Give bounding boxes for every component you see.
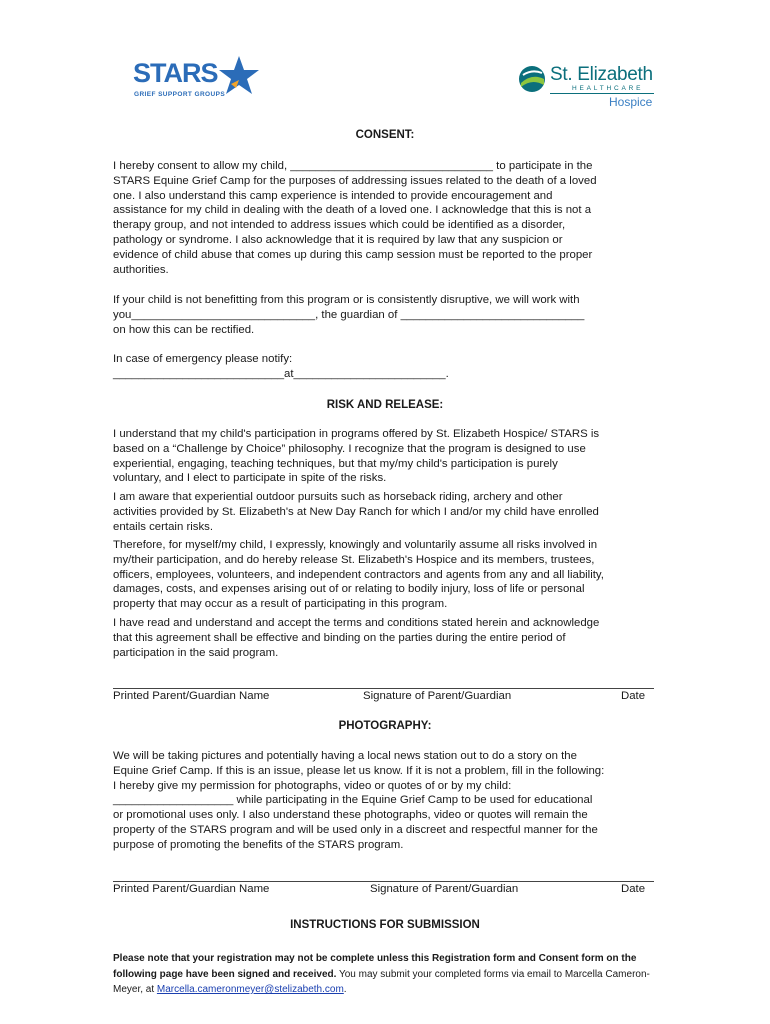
st-elizabeth-mark-icon (517, 65, 547, 93)
consent-heading: CONSENT: (355, 129, 415, 141)
submission-note-bold: Please note that your registration may not be complete unless this Registration form and Consent form on the following page have been signed and received. (113, 953, 637, 980)
risk-paragraph-3: Therefore, for myself/my child, I expressly, knowingly and voluntarily assume all risks involved in my/their participation, and do hereby release St. Elizabeth's Hospice and its members, trustees, officers, employees, volunteers, and independent contractors and agents from any and all liability, damages, costs, and expenses arising out of or relating to bodily injury, loss of life or personal property that may occur as a result of participating in this program. (113, 539, 604, 611)
photography-paragraph: We will be taking pictures and potentially having a local news station out to do a story on the Equine Grief Camp. If this is an issue, please let us know. If it is not a problem, fill in the following: I hereby give my permission for photographs, video or quotes of or by my child: ___________________ while participating in the Equine Grief Camp to be used for educational or promotional uses only. I also understand these photographs, video or quotes will remain the property of the STARS program and will be used only in a discreet and respectful manner for the purpose of promoting the benefits of the STARS program. (113, 750, 605, 851)
risk-heading: RISK AND RELEASE: (326, 399, 444, 411)
submission-heading: INSTRUCTIONS FOR SUBMISSION (290, 919, 480, 931)
risk-signature-line[interactable] (113, 688, 654, 689)
risk-paragraph-2: I am aware that experiential outdoor pursuits such as horseback riding, archery and other activities provided by St. Elizabeth's at New Day Ranch for which I and/or my child have enrolled entails certain risks. (113, 491, 599, 533)
st-elizabeth-healthcare: HEALTHCARE (572, 85, 644, 92)
risk-paragraph-1: I understand that my child's participation in programs offered by St. Elizabeth Hospice/ STARS is based on a “Challenge by Choice” philosophy. I recognize that the program is designed to use experiential, engaging, teaching techniques, but that my/my child's participation is purely voluntary, and I elect to participate in spite of the risks. (113, 428, 600, 485)
stars-logo-wordmark: STARS (133, 58, 218, 88)
submission-note-text: You may submit your completed forms via email to Marcella Cameron-Meyer, at (113, 968, 650, 995)
rectify-paragraph: If your child is not benefitting from this program or is consistently disruptive, we will work with you_____________________________, the guardian of _____________________________ on how this can be rectified. (113, 294, 585, 336)
photography-printed-name-label: Printed Parent/Guardian Name (113, 883, 270, 895)
photography-heading: PHOTOGRAPHY: (338, 720, 432, 732)
consent-paragraph: I hereby consent to allow my child, ________________________________ to participate in the STARS Equine Grief Camp for the purposes of addressing issues related to the death of a loved one. I also understand this camp experience is intended to provide encouragement and assistance for my child in dealing with the death of a loved one. I acknowledge that this is not a therapy group, and not intended to address issues which could be identified as a disorder, pathology or syndrome. I also acknowledge that it is required by law that any suspicion or evidence of child abuse that comes up during this camp session must be reported to the proper authorities. (113, 160, 597, 276)
submission-note-end: . (343, 984, 347, 995)
st-elizabeth-logo (517, 62, 657, 112)
risk-signature-label: Signature of Parent/Guardian (363, 690, 512, 702)
risk-printed-name-label: Printed Parent/Guardian Name (113, 690, 270, 702)
st-elizabeth-hospice: Hospice (609, 95, 653, 109)
stars-logo (133, 58, 263, 104)
stars-logo-subtitle: GRIEF SUPPORT GROUPS (134, 91, 226, 98)
submission-note (113, 950, 658, 997)
photography-signature-line[interactable] (113, 881, 654, 882)
emergency-paragraph: In case of emergency please notify: ___________________________at________________________. (113, 353, 449, 380)
email-link[interactable]: Marcella.cameronmeyer@stelizabeth.com (156, 984, 344, 995)
risk-paragraph-4: I have read and understand and accept the terms and conditions stated herein and acknowledge that this agreement shall be effective and binding on the parties during the entire period of participation in the said program. (113, 617, 600, 659)
photography-signature-label: Signature of Parent/Guardian (370, 883, 519, 895)
risk-date-label: Date (621, 690, 646, 702)
st-elizabeth-name: St. Elizabeth (550, 64, 653, 85)
photography-date-label: Date (621, 883, 646, 895)
logo-divider (550, 93, 654, 94)
